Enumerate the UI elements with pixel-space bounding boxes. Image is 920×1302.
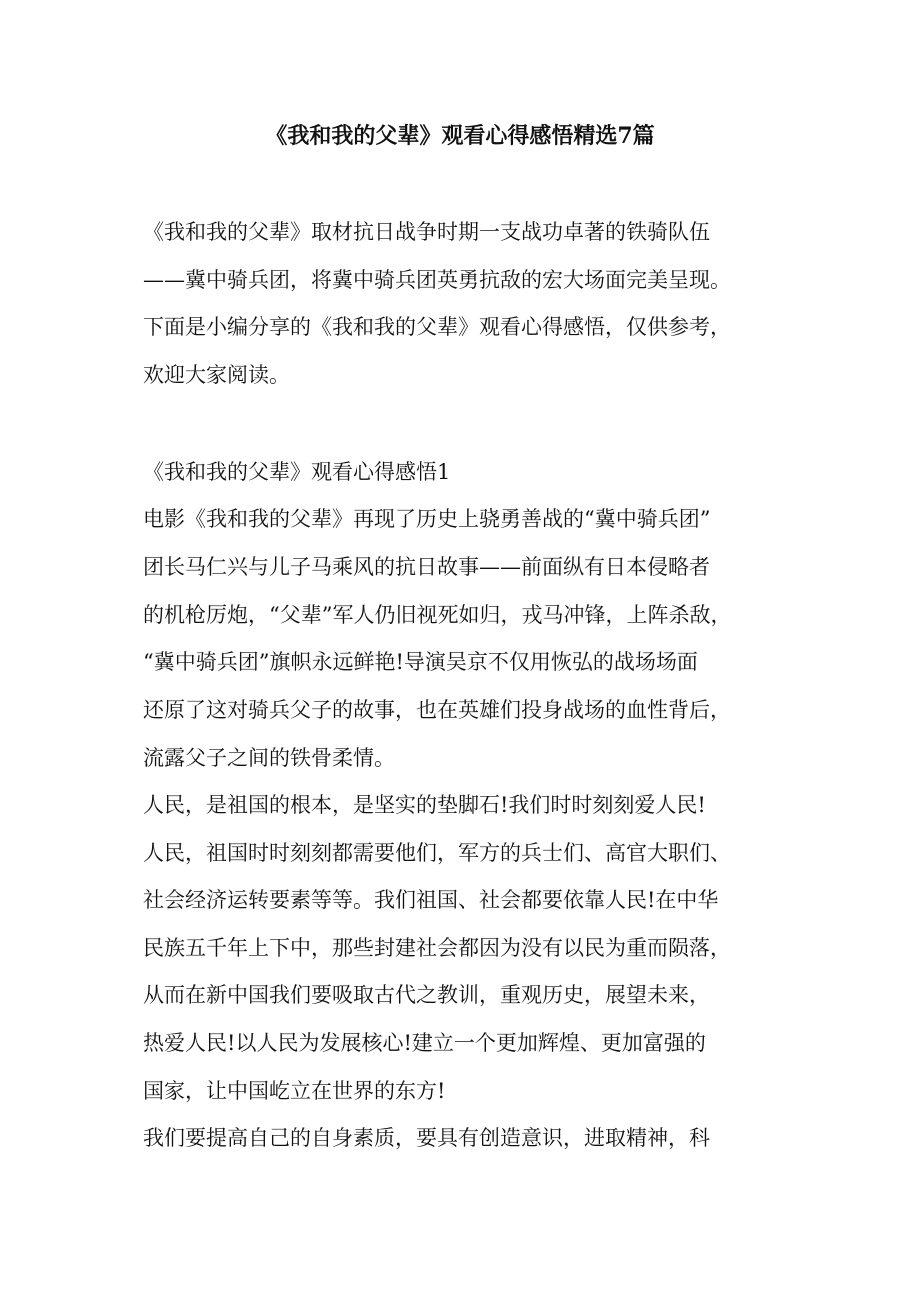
- body-line-4: “冀中骑兵团”旗帜永远鲜艳!导演吴京不仅用恢弘的战场场面: [143, 650, 698, 674]
- body-line-5: 还原了这对骑兵父子的故事，也在英雄们投身战场的血性背后，: [143, 698, 731, 722]
- document-title: 《我和我的父辈》观看心得感悟精选7篇: [265, 123, 655, 149]
- body-line-1: 电影《我和我的父辈》再现了历史上骁勇善战的“冀中骑兵团”: [143, 507, 711, 531]
- intro-line-1: 《我和我的父辈》取材抗日战争时期一支战功卓著的铁骑队伍: [143, 220, 710, 244]
- body-line-11: 从而在新中国我们要吸取古代之教训，重观历史，展望未来，: [143, 983, 710, 1007]
- body-line-14: 我们要提高自己的自身素质，要具有创造意识，进取精神，科: [143, 1126, 710, 1150]
- intro-line-4: 欢迎大家阅读。: [143, 363, 290, 387]
- body-line-2: 团长马仁兴与儿子马乘风的抗日故事——前面纵有日本侵略者: [143, 555, 710, 579]
- body-line-10: 民族五千年上下中，那些封建社会都因为没有以民为重而陨落，: [143, 936, 731, 960]
- body-line-8: 人民，祖国时时刻刻都需要他们，军方的兵士们、高官大职们、: [143, 841, 731, 865]
- section-heading: 《我和我的父辈》观看心得感悟1: [143, 460, 451, 484]
- intro-line-2: ——冀中骑兵团，将冀中骑兵团英勇抗敌的宏大场面完美呈现。: [143, 268, 731, 292]
- intro-line-3: 下面是小编分享的《我和我的父辈》观看心得感悟，仅供参考，: [143, 315, 731, 339]
- body-line-3: 的机枪厉炮，“父辈”军人仍旧视死如归，戎马冲锋，上阵杀敌，: [143, 603, 732, 627]
- body-line-7: 人民，是祖国的根本，是坚实的垫脚石!我们时时刻刻爱人民!: [143, 793, 706, 817]
- body-line-9: 社会经济运转要素等等。我们祖国、社会都要依靠人民!在中华: [143, 888, 719, 912]
- body-line-6: 流露父子之间的铁骨柔情。: [143, 746, 395, 770]
- body-line-13: 国家，让中国屹立在世界的东方!: [143, 1079, 446, 1103]
- body-line-12: 热爱人民!以人民为发展核心!建立一个更加辉煌、更加富强的: [143, 1031, 706, 1055]
